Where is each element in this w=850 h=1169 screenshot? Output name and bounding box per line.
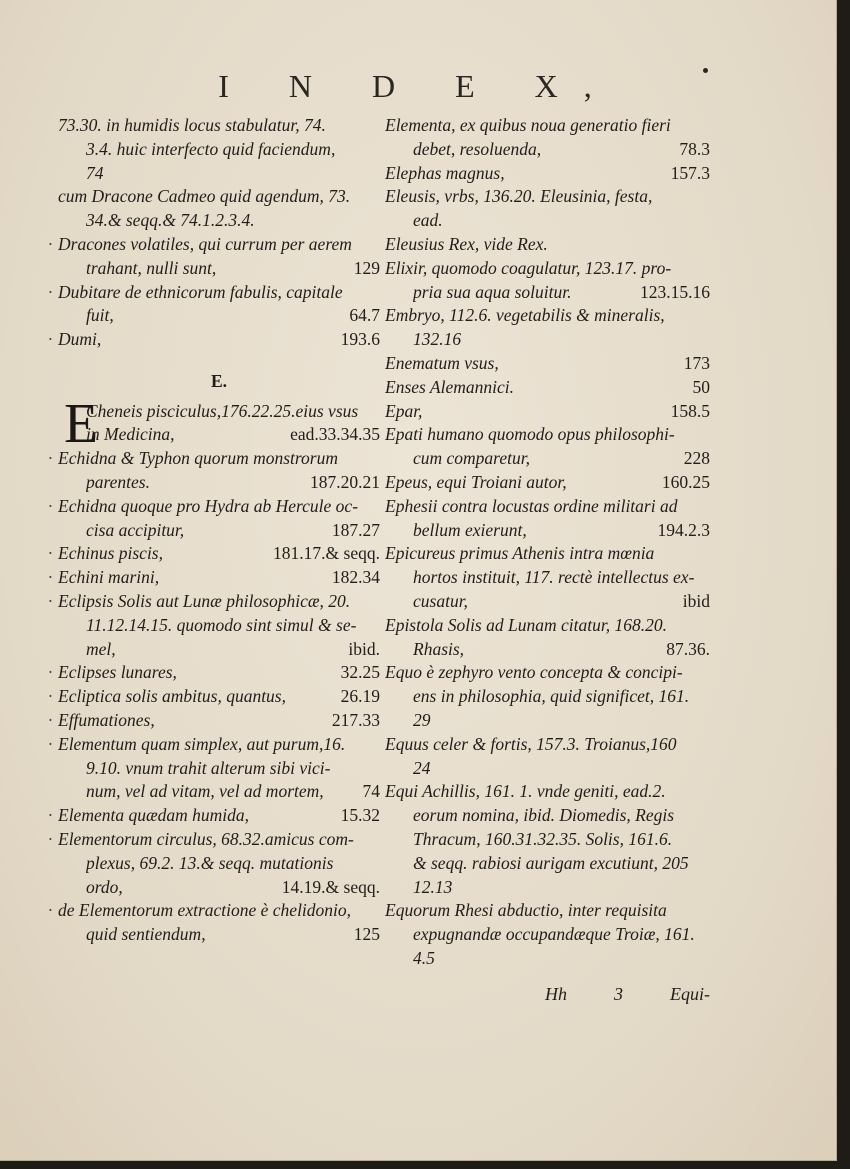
- index-line: [385, 709, 710, 733]
- index-entry-text: & seqq. rabiosi aurigam excutiunt, 205: [413, 852, 689, 873]
- index-line: [385, 614, 710, 638]
- dropcap-block: [58, 392, 380, 947]
- index-entry-text: Enses Alemannici.: [385, 376, 514, 397]
- index-line: [58, 780, 380, 804]
- index-entry-text: 132.16: [413, 329, 462, 350]
- index-entry-text: · Echidna & Typhon quorum monstrorum: [58, 448, 338, 469]
- index-line: [385, 352, 710, 376]
- index-entry-ref: 32.25: [340, 662, 380, 683]
- index-entry-text: Elementa, ex quibus noua generatio fieri: [385, 115, 671, 135]
- index-entry-text: plexus, 69.2. 13.& seqq. mutationis: [86, 852, 334, 873]
- index-entry-ref: 87.36.: [666, 638, 710, 659]
- index-entry-text: · Echini marini,: [58, 567, 160, 588]
- index-entry-text: · Elementa quædam humida,: [58, 805, 250, 826]
- index-entry-ref: 50: [692, 376, 710, 397]
- index-entry-ref: ibid: [682, 590, 710, 611]
- signature-mark: Hh: [545, 984, 567, 1004]
- page-footer: [545, 984, 710, 1005]
- index-entry-text: Rhasis,: [413, 638, 465, 659]
- index-line: [58, 542, 380, 566]
- index-line: [385, 590, 710, 614]
- index-line: [58, 709, 380, 733]
- index-line: [58, 471, 380, 495]
- index-entry-text: 24: [413, 757, 431, 778]
- index-line: [58, 923, 380, 947]
- index-entry-ref: 173: [683, 352, 710, 373]
- ink-dot: [703, 68, 708, 73]
- index-entry-ref: ead.33.34.35: [290, 424, 380, 445]
- index-entry-text: · Dumi,: [58, 329, 102, 350]
- index-entry-text: quid sentiendum,: [86, 924, 206, 945]
- index-line: [385, 780, 710, 804]
- index-entry-text: 73.30. in humidis locus stabulatur, 74.: [58, 115, 326, 135]
- page-title: I N D E X,: [218, 68, 618, 104]
- index-entry-ref: 160.25: [661, 471, 710, 492]
- index-entry-text: Enematum vsus,: [385, 352, 499, 373]
- index-line: [385, 400, 710, 424]
- index-entry-text: Eleusius Rex, vide Rex.: [385, 233, 548, 254]
- index-entry-text: ens in philosophia, quid significet, 161.: [413, 686, 690, 707]
- index-line: [58, 638, 380, 662]
- index-line: [58, 495, 380, 519]
- index-line: [58, 257, 380, 281]
- index-line: [58, 138, 380, 162]
- index-entry-text: hortos instituit, 117. rectè intellectus ex-: [413, 567, 695, 588]
- left-column: [58, 114, 380, 947]
- index-entry-text: mel,: [86, 638, 116, 659]
- index-line: [385, 209, 710, 233]
- index-line: [385, 566, 710, 590]
- dropcap-letter: E: [64, 392, 99, 455]
- index-entry-text: cisa accipitur,: [86, 519, 185, 540]
- index-entry-ref: 181.17.& seqq.: [273, 543, 380, 564]
- index-line: [385, 233, 710, 257]
- index-line: [58, 876, 380, 900]
- index-entry-ref: 158.5: [670, 400, 710, 421]
- index-entry-text: · Dracones volatiles, qui currum per aerem: [58, 233, 352, 254]
- index-line: [58, 804, 380, 828]
- index-line: [58, 185, 380, 209]
- index-line: [385, 899, 710, 923]
- index-entry-ref: 78.3: [679, 138, 710, 159]
- index-entry-text: num, vel ad vitam, vel ad mortem,: [86, 781, 324, 802]
- index-entry-text: Thracum, 160.31.32.35. Solis, 161.6.: [413, 828, 673, 849]
- index-entry-text: Epati humano quomodo opus philosophi-: [385, 424, 675, 445]
- index-entry-ref: 26.19: [340, 686, 380, 707]
- index-entry-text: cum Dracone Cadmeo quid agendum, 73.: [58, 186, 351, 207]
- index-line: [385, 376, 710, 400]
- index-entry-text: Equi Achillis, 161. 1. vnde geniti, ead.2.: [385, 781, 666, 802]
- index-line: [385, 471, 710, 495]
- index-line: [385, 685, 710, 709]
- index-entry-text: Eleusis, vrbs, 136.20. Eleusinia, festa,: [385, 186, 653, 207]
- index-line: [58, 852, 380, 876]
- index-entry-text: Embryo, 112.6. vegetabilis & mineralis,: [385, 305, 665, 326]
- index-entry-text: 11.12.14.15. quomodo sint simul & se-: [86, 614, 357, 635]
- index-line: [58, 733, 380, 757]
- index-line: [58, 114, 380, 138]
- index-line: [58, 233, 380, 257]
- index-entry-text: 74: [86, 162, 104, 183]
- index-entry-text: Epeus, equi Troiani autor,: [385, 471, 567, 492]
- index-entry-text: expugnandæ occupandæque Troiæ, 161.: [413, 924, 695, 945]
- index-line: [58, 757, 380, 781]
- index-line: [385, 281, 710, 305]
- index-entry-text: in Medicina,: [86, 424, 175, 445]
- index-line: [385, 495, 710, 519]
- index-line: [385, 138, 710, 162]
- index-entry-text: · Echinus piscis,: [58, 543, 163, 564]
- index-line: [385, 828, 710, 852]
- index-entry-text: Epistola Solis ad Lunam citatur, 168.20.: [385, 614, 667, 635]
- index-entry-text: bellum exierunt,: [413, 519, 527, 540]
- index-line: [58, 661, 380, 685]
- index-entry-text: Elixir, quomodo coagulatur, 123.17. pro-: [385, 257, 672, 278]
- index-line: [58, 566, 380, 590]
- index-entry-ref: 64.7: [349, 305, 380, 326]
- index-entry-text: fuit,: [86, 305, 114, 326]
- index-line: [58, 423, 380, 447]
- section-letter: E.: [210, 370, 228, 391]
- index-entry-text: · Effumationes,: [58, 710, 155, 731]
- index-line: [58, 281, 380, 305]
- index-entry-ref: ibid.: [348, 638, 380, 659]
- index-line: [58, 328, 380, 352]
- index-entry-text: pria sua aqua soluitur.: [413, 281, 572, 302]
- index-entry-ref: 187.27: [331, 519, 380, 540]
- index-entry-text: · Eclipses lunares,: [58, 662, 177, 683]
- index-line: [385, 423, 710, 447]
- index-entry-text: Ephesii contra locustas ordine militari ad: [385, 495, 678, 516]
- index-line: [385, 947, 710, 971]
- index-line: [385, 638, 710, 662]
- signature-number: 3: [614, 984, 623, 1004]
- index-line: [385, 733, 710, 757]
- index-line: [385, 328, 710, 352]
- index-entry-text: eorum nomina, ibid. Diomedis, Regis: [413, 805, 675, 826]
- index-entry-text: parentes.: [86, 472, 150, 493]
- index-entry-ref: 125: [353, 924, 380, 945]
- index-entry-ref: 74: [362, 781, 380, 802]
- index-entry-text: ordo,: [86, 876, 123, 897]
- index-line: [58, 899, 380, 923]
- index-entry-ref: 15.32: [340, 805, 380, 826]
- index-entry-text: Elephas magnus,: [385, 162, 505, 183]
- index-line: [58, 828, 380, 852]
- index-entry-text: · Eclipsis Solis aut Lunæ philosophicæ, 20.: [58, 591, 351, 612]
- index-line: [58, 400, 380, 424]
- index-line: [385, 447, 710, 471]
- index-line: [385, 876, 710, 900]
- index-entry-ref: 14.19.& seqq.: [281, 876, 380, 897]
- left-entries-after: [58, 392, 380, 947]
- index-line: [385, 304, 710, 328]
- index-entry-text: Equorum Rhesi abductio, inter requisita: [385, 900, 667, 921]
- index-entry-text: trahant, nulli sunt,: [86, 257, 217, 278]
- index-entry-ref: 193.6: [340, 329, 380, 350]
- index-line: [385, 519, 710, 543]
- right-column: [385, 114, 710, 971]
- index-line: [58, 685, 380, 709]
- index-line: [58, 590, 380, 614]
- catchword: Equi-: [670, 984, 710, 1004]
- index-entry-text: 3.4. huic interfecto quid faciendum,: [86, 138, 336, 159]
- index-entry-ref: 129: [353, 257, 380, 278]
- index-entry-text: Cheneis pisciculus,176.22.25.eius vsus: [86, 400, 359, 421]
- index-entry-ref: 182.34: [331, 567, 380, 588]
- index-entry-text: 34.& seqq.& 74.1.2.3.4.: [86, 210, 255, 231]
- index-line: [58, 162, 380, 186]
- index-line: [58, 519, 380, 543]
- index-entry-ref: 157.3: [670, 162, 710, 183]
- index-line: [58, 304, 380, 328]
- index-entry-text: cum comparetur,: [413, 448, 530, 469]
- index-entry-text: · Echidna quoque pro Hydra ab Hercule oc-: [58, 495, 359, 516]
- index-line: [58, 447, 380, 471]
- index-entry-ref: 228: [683, 448, 710, 469]
- index-entry-text: Equo è zephyro vento concepta & concipi-: [385, 662, 683, 683]
- index-line: [385, 114, 710, 138]
- index-line: [385, 661, 710, 685]
- index-line: [385, 852, 710, 876]
- index-entry-text: Epicureus primus Athenis intra mœnia: [385, 543, 655, 564]
- index-entry-text: · Ecliptica solis ambitus, quantus,: [58, 686, 286, 707]
- index-line: [385, 162, 710, 186]
- index-line: [58, 614, 380, 638]
- index-entry-text: Epar,: [385, 400, 423, 421]
- index-entry-text: 29: [413, 709, 431, 730]
- index-line: [385, 804, 710, 828]
- index-entry-ref: 187.20.21: [310, 472, 380, 493]
- index-line: [385, 757, 710, 781]
- index-entry-text: Equus celer & fortis, 157.3. Troianus,160: [385, 733, 677, 754]
- index-entry-text: 9.10. vnum trahit alterum sibi vici-: [86, 757, 331, 778]
- left-entries-before: [58, 114, 380, 352]
- index-entry-text: cusatur,: [413, 590, 468, 611]
- index-entry-text: debet, resoluenda,: [413, 138, 542, 159]
- index-entry-text: · Elementum quam simplex, aut purum,16.: [58, 733, 346, 754]
- index-line: [385, 257, 710, 281]
- index-line: [385, 923, 710, 947]
- index-entry-text: 4.5: [413, 947, 435, 968]
- index-entry-ref: 123.15.16: [640, 281, 710, 302]
- index-entry-text: · de Elementorum extractione è chelidonio,: [58, 900, 352, 921]
- index-line: [385, 185, 710, 209]
- index-entry-text: ead.: [413, 210, 443, 231]
- index-entry-text: 12.13: [413, 876, 453, 897]
- right-entries: [385, 114, 710, 971]
- index-entry-text: · Elementorum circulus, 68.32.amicus com-: [58, 829, 354, 849]
- index-entry-ref: 194.2.3: [657, 519, 710, 540]
- index-entry-ref: 217.33: [331, 710, 380, 731]
- index-line: [58, 209, 380, 233]
- index-line: [385, 542, 710, 566]
- index-entry-text: · Dubitare de ethnicorum fabulis, capitale: [58, 281, 343, 302]
